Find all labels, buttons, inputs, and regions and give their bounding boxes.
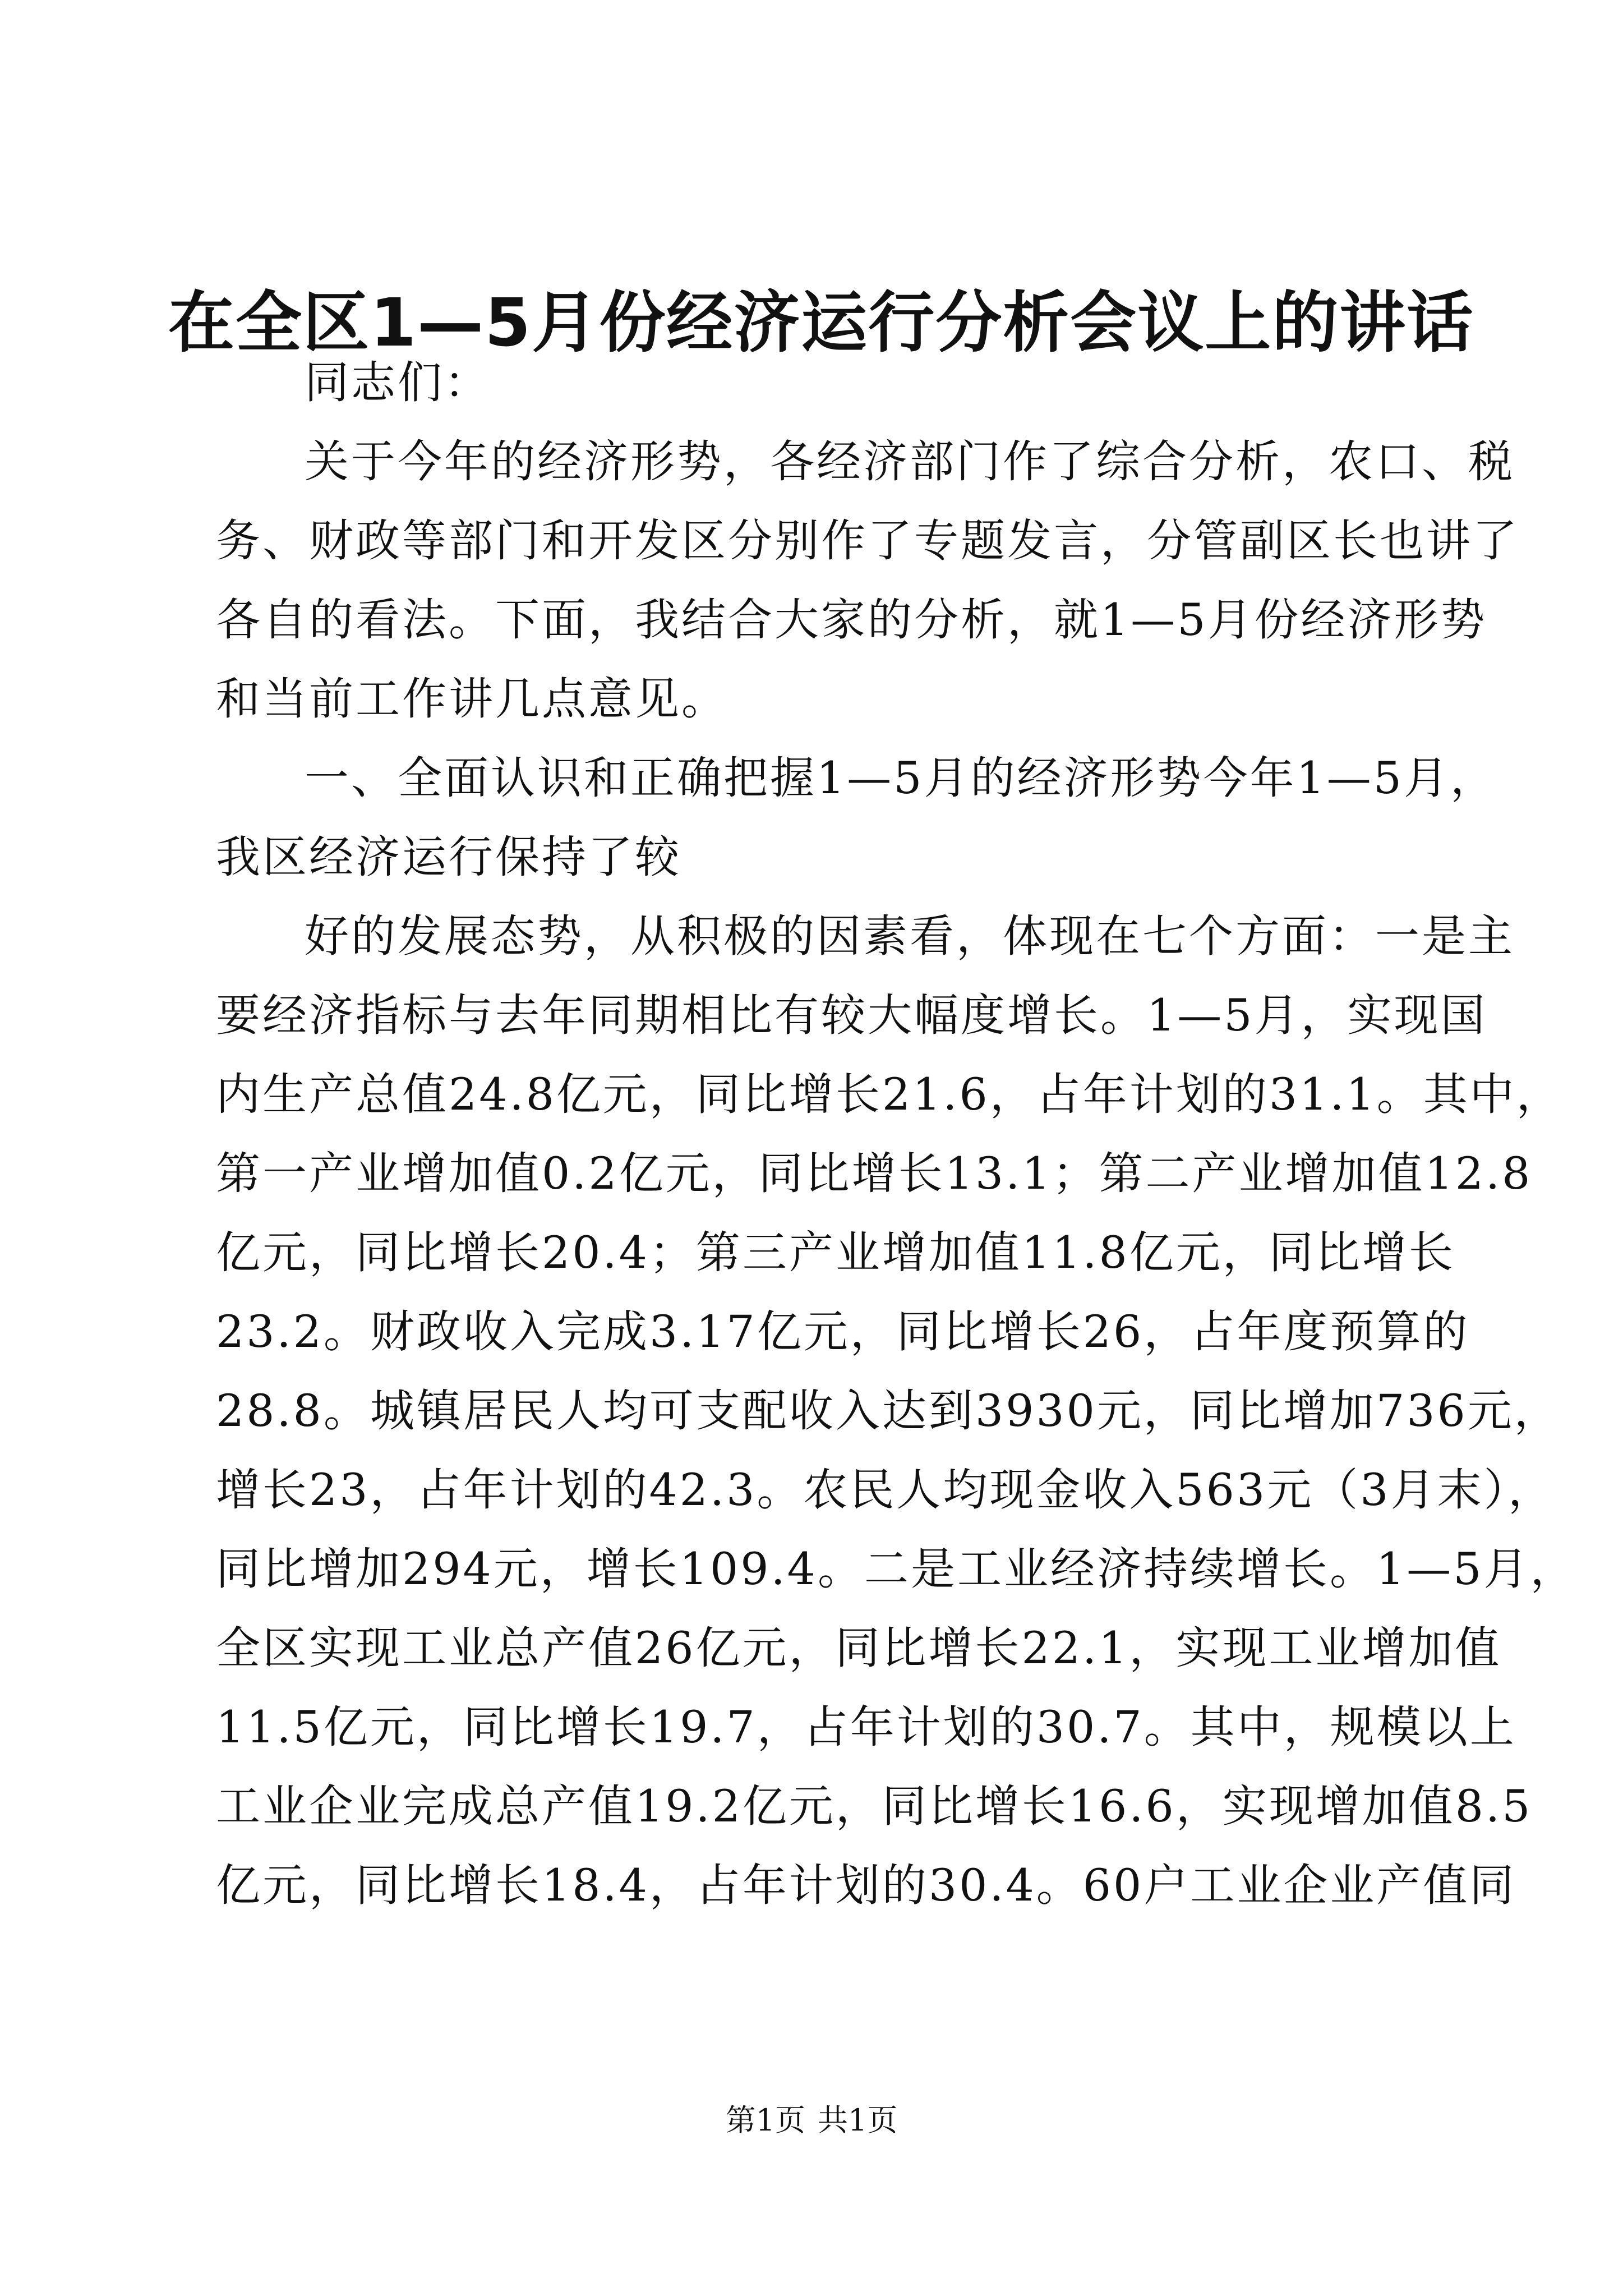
text-line: 我区经济运行保持了较 — [216, 831, 681, 883]
text-line: 各自的看法。下面，我结合大家的分析，就1—5月份经济形势 — [216, 594, 1487, 646]
text-line: 务、财政等部门和开发区分别作了专题发言，分管副区长也讲了 — [216, 515, 1519, 567]
text-line: 28.8。城镇居民人均可支配收入达到3930元，同比增加736元， — [216, 1385, 1561, 1437]
text-line: 好的发展态势，从积极的因素看，体现在七个方面：一是主 — [305, 910, 1515, 962]
text-line: 同比增加294元，增长109.4。二是工业经济持续增长。1—5月， — [216, 1543, 1577, 1595]
text-line: 和当前工作讲几点意见。 — [216, 673, 728, 725]
text-line: 全区实现工业总产值26亿元，同比增长22.1，实现工业增加值 — [216, 1622, 1502, 1674]
page-number: 第1页 — [725, 2102, 805, 2138]
text-line: 11.5亿元，同比增长19.7，占年计划的30.7。其中，规模以上 — [216, 1701, 1516, 1753]
text-line: 工业企业完成总产值19.2亿元，同比增长16.6，实现增加值8.5 — [216, 1780, 1533, 1832]
text-line: 同志们： — [305, 357, 491, 408]
page-footer — [0, 2101, 1623, 2140]
text-line: 内生产总值24.8亿元，同比增长21.6，占年计划的31.1。其中， — [216, 1069, 1563, 1120]
page-total: 共1页 — [818, 2102, 898, 2138]
text-line: 要经济指标与去年同期相比有较大幅度增长。1—5月，实现国 — [216, 990, 1487, 1041]
text-line: 亿元，同比增长18.4，占年计划的30.4。60户工业企业产值同 — [216, 1860, 1516, 1911]
text-line: 一、全面认识和正确把握1—5月的经济形势今年1—5月， — [305, 752, 1497, 804]
document-body — [216, 343, 1577, 1925]
text-line: 第一产业增加值0.2亿元，同比增长13.1；第二产业增加值12.8 — [216, 1148, 1533, 1199]
text-line: 23.2。财政收入完成3.17亿元，同比增长26，占年度预算的 — [216, 1306, 1470, 1358]
text-line: 亿元，同比增长20.4；第三产业增加值11.8亿元，同比增长 — [216, 1227, 1455, 1278]
document-title: 在全区1—5月份经济运行分析会议上的讲话 — [168, 284, 1474, 361]
text-line: 关于今年的经济形势，各经济部门作了综合分析，农口、税 — [305, 436, 1515, 487]
text-line: 增长23，占年计划的42.3。农民人均现金收入563元（3月末）， — [216, 1464, 1555, 1516]
